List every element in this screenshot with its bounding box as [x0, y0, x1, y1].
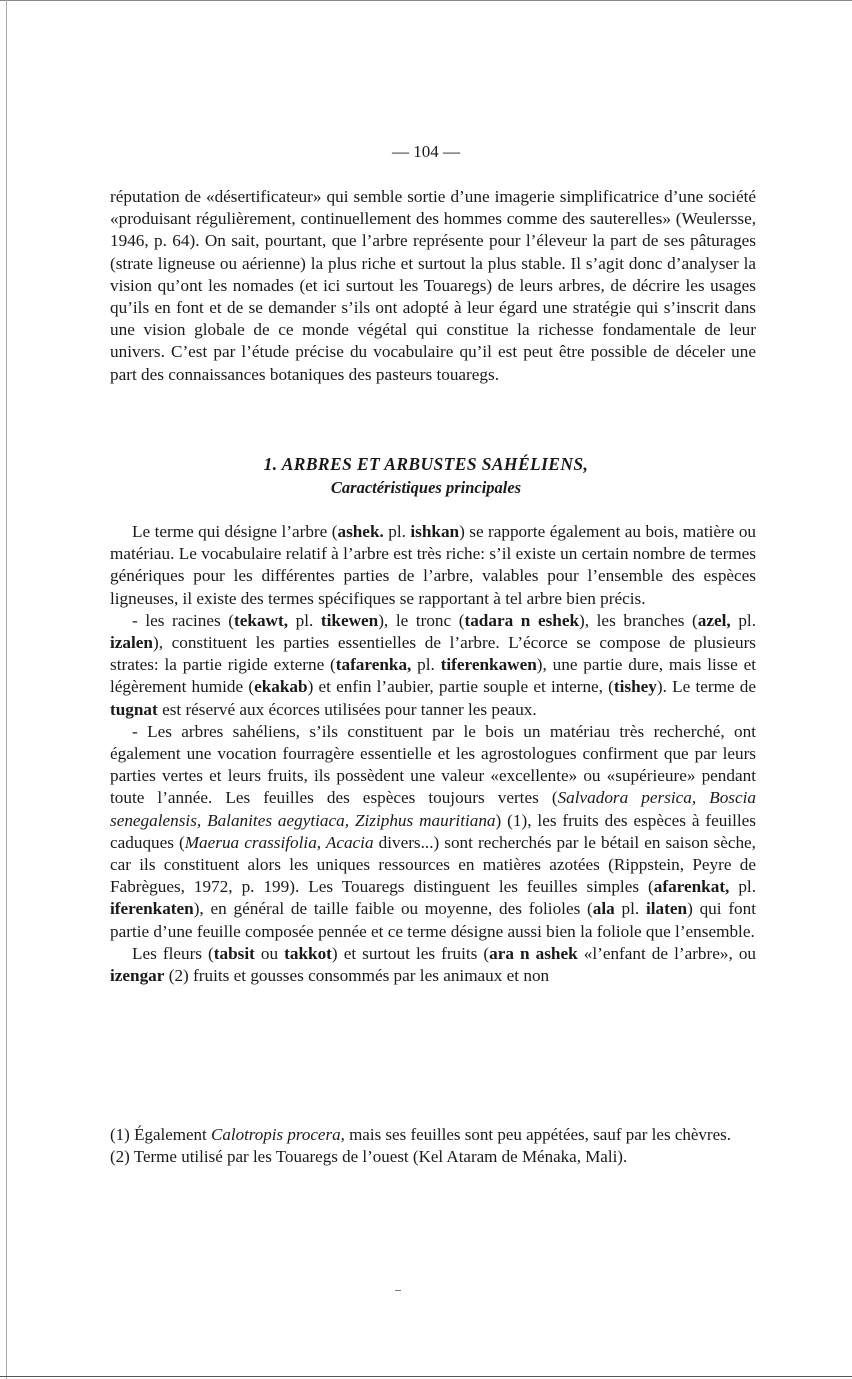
text-run: Le terme qui désigne l’arbre (: [132, 522, 338, 541]
tuareg-term: ashek.: [337, 522, 384, 541]
text-run: ), le tronc (: [378, 610, 465, 630]
tuareg-term: tekawt,: [234, 610, 288, 630]
tuareg-term: afarenkat,: [653, 877, 730, 897]
paragraph-tree-parts: [110, 610, 756, 721]
text-run: (2) fruits et gousses consommés par les animaux et non: [164, 966, 550, 986]
tuareg-term: izalen: [110, 633, 153, 653]
tuareg-term: tugnat: [110, 699, 158, 719]
text-run: ) et surtout les fruits (: [331, 943, 490, 963]
intro-paragraph: [110, 186, 756, 386]
tuareg-term: ishkan: [410, 522, 460, 541]
tuareg-term: takkot: [284, 943, 332, 963]
tuareg-term: ala: [592, 899, 615, 919]
text-run: «l’enfant de l’arbre», ou: [577, 943, 757, 963]
text-run: pl.: [288, 610, 321, 630]
tuareg-term: ara n ashek: [489, 943, 578, 963]
text-run: - les racines (: [132, 610, 235, 630]
paragraph-fodder: [110, 721, 756, 943]
paragraph-tree-term: [110, 521, 756, 610]
species-names: Maerua crassifolia, Acacia: [184, 832, 374, 852]
species-names: Salvadora persica, Boscia senegalensis, Balanites aegytiaca, Ziziphus mauritiana: [110, 788, 756, 830]
page-number: — 104 —: [392, 142, 460, 161]
tuareg-term: izengar: [110, 966, 165, 986]
text-run: ), les branches (: [579, 610, 698, 630]
tuareg-term: tiferenkawen: [440, 655, 537, 675]
paragraph-flowers-fruits: [110, 943, 756, 987]
tuareg-term: ilaten: [646, 899, 688, 919]
text-run: ) (1), les fruits des espèces à feuilles caduques (: [110, 810, 756, 852]
text-run: , mais ses feuilles sont peu appétées, sauf par les chèvres.: [340, 1125, 731, 1144]
page-left-edge: [6, 0, 7, 1379]
tuareg-term: tafarenka,: [335, 655, 412, 675]
section-subtitle: Caractéristiques principales: [330, 478, 522, 497]
text-run: ), une partie dure, mais lisse et légèrement humide (: [110, 655, 756, 697]
species-name: Calotropis procera: [211, 1125, 341, 1144]
page-top-edge: [0, 0, 852, 7]
tuareg-term: tishey: [613, 677, 657, 697]
main-body: [110, 521, 756, 987]
text-run: pl.: [614, 899, 646, 919]
footnotes: [110, 1124, 756, 1167]
tuareg-term: ekakab: [254, 677, 308, 697]
section-heading: [0, 452, 852, 500]
text-run: ) et enfin l’aubier, partie souple et interne, (: [307, 677, 614, 697]
page-bottom-edge: [0, 1376, 852, 1377]
text-run: (1) Également: [110, 1125, 212, 1144]
scan-mark: [395, 1290, 401, 1291]
text-run: pl.: [383, 522, 411, 541]
footnote-2: (2) Terme utilisé par les Touaregs de l’ouest (Kel Ataram de Ménaka, Mali).: [110, 1146, 628, 1166]
text-run: pl.: [729, 877, 756, 897]
text-run: ou: [254, 943, 285, 963]
text-run: Les fleurs (: [132, 943, 214, 963]
text-run: ) qui font partie d’une feuille composée pennée et ce terme désigne aussi bien la foliole que l’ensemble.: [110, 899, 757, 941]
footnote-1: [110, 1124, 756, 1146]
text-run: pl.: [730, 610, 756, 630]
text-run: pl.: [411, 655, 441, 675]
section-title: 1. ARBRES ET ARBUSTES SAHÉLIENS,: [263, 454, 589, 474]
tuareg-term: azel,: [697, 610, 731, 630]
tuareg-term: iferenkaten: [110, 899, 194, 919]
tuareg-term: tabsit: [213, 943, 255, 963]
tuareg-term: tikewen: [320, 610, 379, 630]
text-run: ), en général de taille faible ou moyenne, des folioles (: [193, 899, 593, 919]
text-run: - Les arbres sahéliens, s’ils constituent par le bois un matériau très recherché, ont également une vocation fourragère essentielle et les agrostologues confirment que par leurs parties vertes et leurs fruits, ils possèdent une valeur «excellente» ou «supérieure» pendant toute l’année. Les feuilles des espèces toujours vertes (: [110, 721, 756, 808]
tuareg-term: tadara n eshek: [464, 610, 580, 630]
text-run: est réservé aux écorces utilisées pour tanner les peaux.: [157, 699, 537, 719]
text-run: ). Le terme de: [656, 677, 757, 697]
text-run: ), constituent les parties essentielles de l’arbre. L’écorce se compose de plusieurs strates: la partie rigide externe (: [110, 633, 756, 675]
text-run: divers...) sont recherchés par le bétail en saison sèche, car ils constituent alors les uniques ressources en matières azotées (Rippstein, Peyre de Fabrègues, 1972, p. 199). Les Touaregs distinguent les feuilles simples (: [110, 832, 756, 897]
text-run: ) se rapporte également au bois, matière ou matériau. Le vocabulaire relatif à l’arbre est très riche: s’il existe un certain nombre de termes génériques pour les différentes parties de l’arbre, valables pour l’ensemble des espèces ligneuses, il existe des termes spécifiques se rapportant à tel arbre bien précis.: [110, 522, 757, 608]
intro-text: réputation de «désertificateur» qui semble sortie d’une imagerie simplificatrice d’une société «produisant régulièrement, continuellement des hommes comme des sauterelles» (Weulersse, 1946, p. 64). On sait, pourtant, que l’arbre représente pour l’éleveur la part de ses pâturages (strate ligneuse ou aérienne) la plus riche et surtout la plus stable. Il s’agit donc d’analyser la vision qu’ont les nomades (et ici surtout les Touaregs) de leurs arbres, de décrire les usages qu’ils en font et de se demander s’ils ont adopté à leur égard une stratégie qui s’inscrit dans une vision globale de ce monde végétal qui constitue la richesse fondamentale de leur univers. C’est par l’étude précise du vocabulaire qu’il est peut être possible de déceler une part des connaissances botaniques des pasteurs touaregs.: [110, 187, 756, 384]
